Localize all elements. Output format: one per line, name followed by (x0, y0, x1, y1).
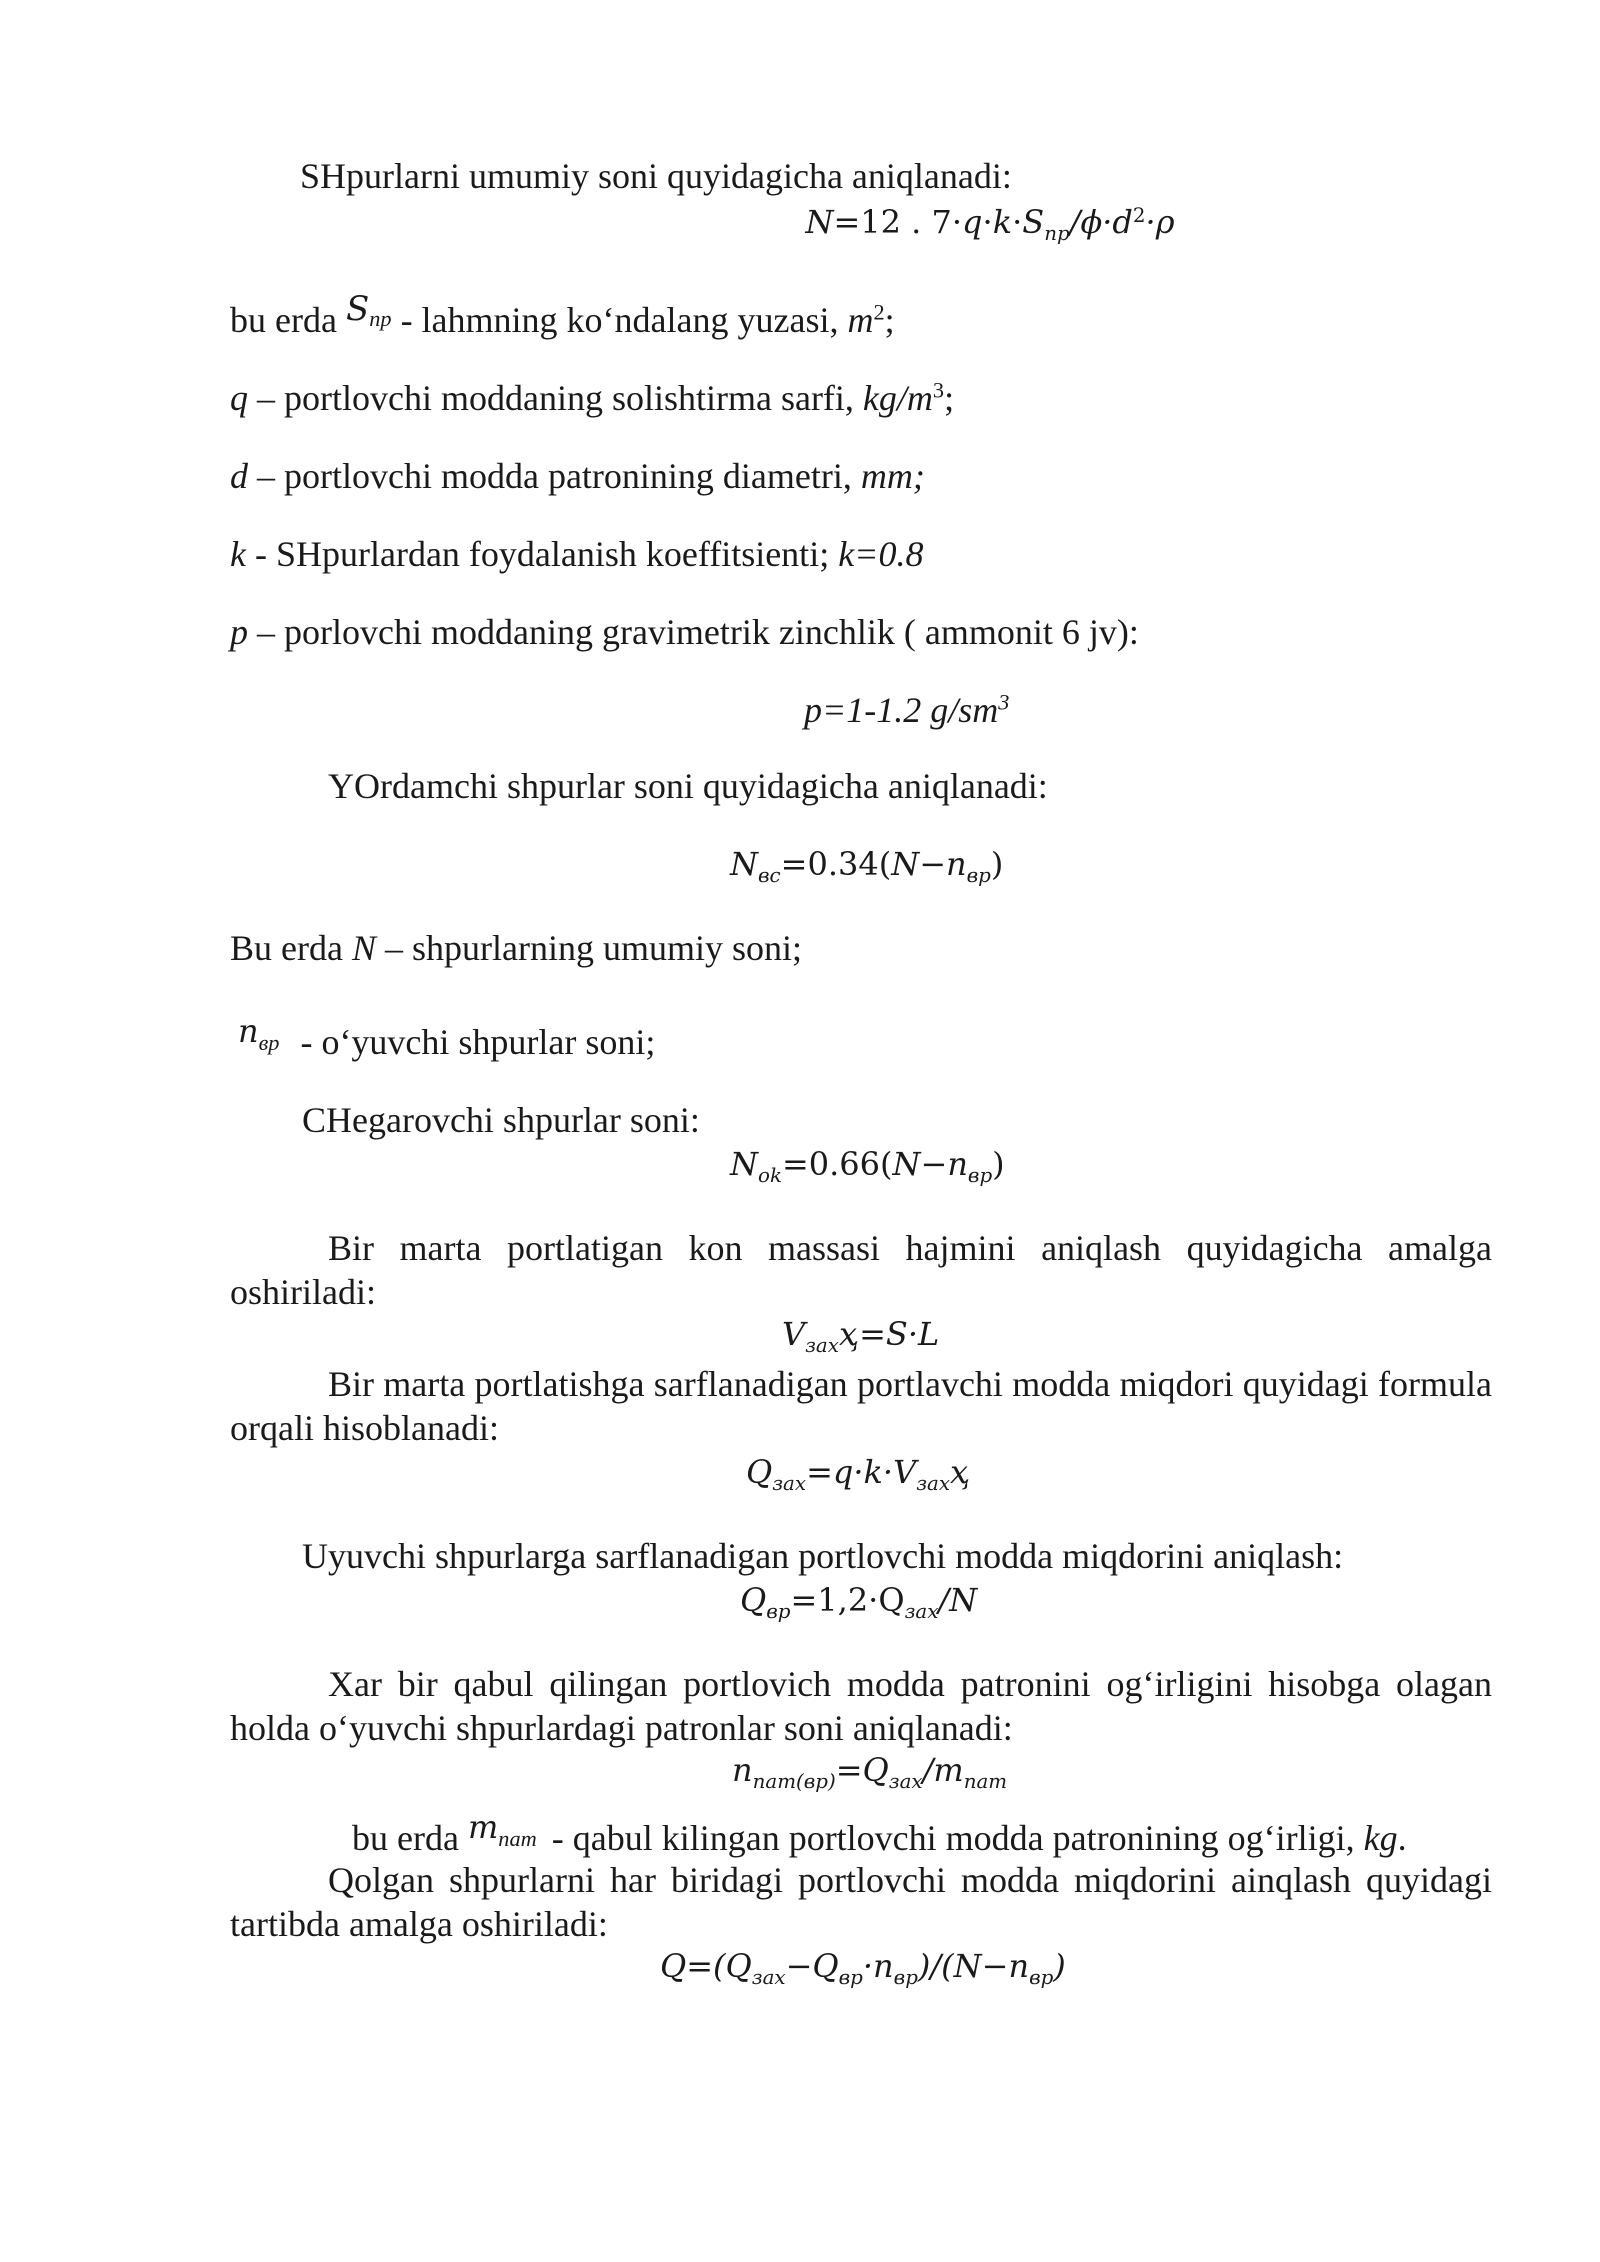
definition-s-pr: bu erda $S_{пр}$ - lahmning ko‘ndalang yuzasi, $m^2$; (230, 289, 895, 340)
paragraph-auxiliary-shpurs: YOrdamchi shpurlar soni quyidagicha aniqlanadi: (328, 766, 1048, 806)
paragraph-contour-shpurs: CHegarovchi shpurlar soni: (302, 1100, 700, 1140)
formula-rock-volume: $V_{зах}ҳ=S\cdot L$ (782, 1315, 940, 1357)
formula-cut-explosive: $Q_{вр}=1,2\cdot Q_{зах}/N$ (740, 1581, 978, 1623)
formula-cartridge-count: $n_{пат(вр)}=Q_{зах}/m_{пат}$ (732, 1751, 1008, 1793)
formula-contour-shpurs: $N_{ok}=0.66(N-n_{вр})$ (730, 1145, 1005, 1187)
paragraph-remaining-shpurs: Qolgan shpurlarni har biridagi portlovchi modda miqdorini ainqlash quyidagi tartibda amalga oshiriladi: (230, 1860, 1492, 1944)
paragraph-explosive-amount: Bir marta portlatishga sarflanadigan portlavchi modda miqdori quyidagi formula orqali hisoblanadi: (230, 1364, 1492, 1448)
definition-m-pat: bu erda $m_{пат}$ - qabul kilingan portlovchi modda patronining og‘irligi, kg. (352, 1808, 1407, 1858)
formula-auxiliary-shpurs: $N_{вс}=0.34(N-n_{вр})$ (730, 845, 1004, 887)
definition-k: k - SHpurlardan foydalanish koeffitsienti; k=0.8 (230, 534, 924, 574)
formula-explosive-amount: $Q_{зах}=q\cdot k\cdot V_{зах}ҳ$ (746, 1453, 971, 1495)
definition-q: q – portlovchi moddaning solishtirma sarfi, $kg/m^3$; (230, 377, 955, 418)
formula-remaining-shpurs: $Q=(Q_{зах}-Q_{вр}\cdot n_{вр})/(N-n_{вр})$ (660, 1947, 1066, 1989)
definition-n-vr: $n_{вр}$ - o‘yuvchi shpurlar soni; (238, 1012, 656, 1062)
paragraph-rock-volume: Bir marta portlatigan kon massasi hajmini aniqlash quyidagicha amalga oshiriladi: (230, 1228, 1492, 1312)
definition-n-total: Bu erda N – shpurlarning umumiy soni; (230, 928, 802, 968)
paragraph-cartridge-count: Xar bir qabul qilingan portlovich modda patronini og‘irligini hisobga olagan holda o‘yuvchi shpurlardagi patronlar soni aniqlanadi: (230, 1664, 1492, 1748)
paragraph-cut-explosive: Uyuvchi shpurlarga sarflanadigan portlovchi modda miqdorini aniqlash: (302, 1536, 1344, 1576)
formula-total-shpurs: N=12 . $7\cdot q\cdot k\cdot S_{пр}/\phi\cdot d^2\cdot\rho$ (805, 203, 1175, 245)
formula-density: p=1-1.2 $g/sm^3$ (804, 689, 1010, 730)
definition-p: p – porlovchi moddaning gravimetrik zinchlik ( ammonit 6 jv): (230, 612, 1139, 652)
paragraph-intro-shpurs: SHpurlarni umumiy soni quyidagicha aniqlanadi: (300, 156, 1012, 196)
definition-d: d – portlovchi modda patronining diametri, mm; (230, 456, 925, 496)
